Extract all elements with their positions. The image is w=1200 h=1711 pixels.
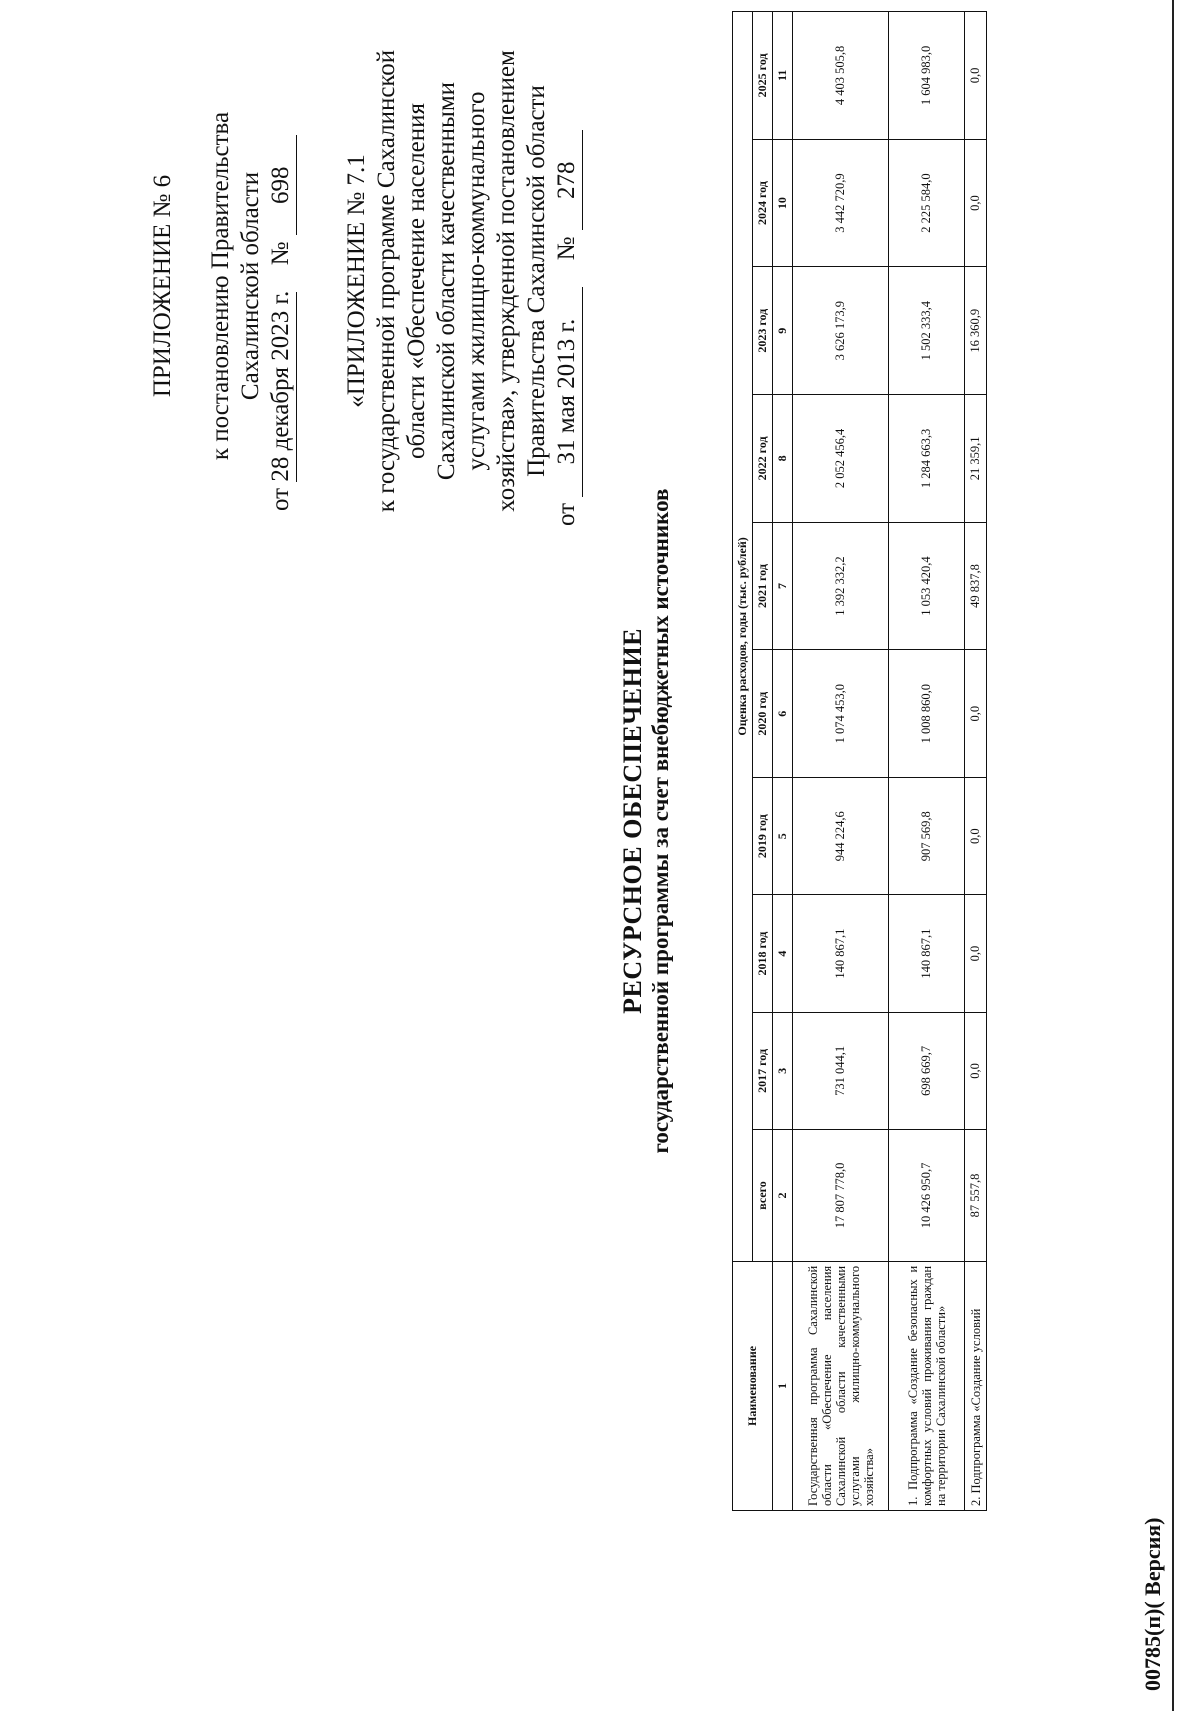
- appendix-7-1-number: 278: [552, 130, 583, 230]
- column-number-row: [773, 12, 793, 1511]
- cell-value: 1 502 333,4: [889, 267, 965, 395]
- scan-edge-line: [1172, 0, 1174, 1711]
- cell-value: 4 403 505,8: [793, 12, 889, 140]
- appendix-7-1-line: области «Обеспечение населения: [403, 103, 430, 460]
- column-header: 2019 год: [753, 778, 773, 895]
- column-header: 2023 год: [753, 267, 773, 395]
- row-name: 2. Подпрограмма «Создание условий: [965, 1261, 987, 1510]
- appendix-7-1-block: [342, 0, 583, 581]
- cell-value: 1 392 332,2: [793, 522, 889, 650]
- cell-value: 140 867,1: [889, 895, 965, 1012]
- column-number: 3: [773, 1012, 793, 1129]
- cell-value: 944 224,6: [793, 778, 889, 895]
- document-title: [618, 271, 674, 1371]
- cell-value: 1 604 983,0: [889, 12, 965, 140]
- title-line-1: РЕСУРСНОЕ ОБЕСПЕЧЕНИЕ: [618, 628, 647, 1014]
- table-row: [965, 12, 987, 1511]
- appendix-6-no-label: №: [267, 241, 294, 266]
- title-line-2: государственной программы за счет внебюджетных источников: [648, 488, 673, 1154]
- cell-value: 3 442 720,9: [793, 139, 889, 267]
- cell-value: 1 053 420,4: [889, 522, 965, 650]
- appendix-7-1-no-label: №: [553, 236, 580, 261]
- cell-value: 16 360,9: [965, 267, 987, 395]
- cell-value: 140 867,1: [793, 895, 889, 1012]
- column-header: 2020 год: [753, 650, 773, 778]
- cell-value: 0,0: [965, 650, 987, 778]
- cell-value: 1 284 663,3: [889, 395, 965, 523]
- appendix-6-line2: Сахалинской области: [237, 171, 264, 401]
- row-name: 1. Подпрограмма «Создание безопасных и комфортных условий проживания граждан на территории Сахалинской области»: [889, 1261, 965, 1510]
- cell-value: 17 807 778,0: [793, 1130, 889, 1262]
- cell-value: 49 837,8: [965, 522, 987, 650]
- column-number: 9: [773, 267, 793, 395]
- cell-value: 2 052 456,4: [793, 395, 889, 523]
- resource-table: [732, 11, 987, 1511]
- cell-value: 0,0: [965, 1012, 987, 1129]
- appendix-7-1-line: Сахалинской области качественными: [433, 81, 460, 481]
- appendix-6-number: 698: [266, 135, 297, 235]
- appendix-6-date: 28 декабря 2023 г.: [266, 292, 297, 482]
- column-number: 8: [773, 395, 793, 523]
- cell-value: 10 426 950,7: [889, 1130, 965, 1262]
- column-number: 4: [773, 895, 793, 1012]
- row-name: Государственная программа Сахалинской области «Обеспечение населения Сахалинской области качественными услугами жилищно-коммунального хозяйства»: [793, 1261, 889, 1510]
- estimate-header: Оценка расходов, годы (тыс. рублей): [733, 12, 753, 1262]
- appendix-7-1-from-label: от: [553, 502, 580, 526]
- appendix-7-1-line: Правительства Сахалинской области: [523, 85, 550, 477]
- cell-value: 0,0: [965, 895, 987, 1012]
- cell-value: 87 557,8: [965, 1130, 987, 1262]
- column-header: 2022 год: [753, 395, 773, 523]
- appendix-7-1-line: к государственной программе Сахалинской: [373, 49, 400, 513]
- column-header: 2024 год: [753, 139, 773, 267]
- appendix-7-1-line: услугами жилищно-коммунального: [463, 91, 490, 471]
- cell-value: 1 074 453,0: [793, 650, 889, 778]
- column-number: 11: [773, 12, 793, 140]
- column-header: всего: [753, 1130, 773, 1262]
- column-number: 2: [773, 1130, 793, 1262]
- name-header: Наименование: [733, 1261, 773, 1510]
- cell-value: 0,0: [965, 778, 987, 895]
- column-number: 5: [773, 778, 793, 895]
- appendix-7-1-date: 31 мая 2013 г.: [552, 287, 583, 497]
- column-number: 10: [773, 139, 793, 267]
- cell-value: 2 225 584,0: [889, 139, 965, 267]
- appendix-6-heading: ПРИЛОЖЕНИЕ № 6: [149, 174, 176, 398]
- appendix-7-1-line: хозяйства», утвержденной постановлением: [493, 50, 520, 512]
- column-number: 6: [773, 650, 793, 778]
- appendix-6-line1: к постановлению Правительства: [207, 111, 234, 461]
- cell-value: 21 359,1: [965, 395, 987, 523]
- column-header: 2018 год: [753, 895, 773, 1012]
- cell-value: 698 669,7: [889, 1012, 965, 1129]
- column-header: 2021 год: [753, 522, 773, 650]
- table-row: [793, 12, 889, 1511]
- column-number: 7: [773, 522, 793, 650]
- appendix-6-block: [148, 51, 297, 521]
- column-number: 1: [773, 1261, 793, 1510]
- cell-value: 731 044,1: [793, 1012, 889, 1129]
- appendix-6-from-label: от: [267, 487, 294, 511]
- document-code: 00785(п)( Версия): [1140, 1517, 1165, 1691]
- appendix-7-1-heading: «ПРИЛОЖЕНИЕ № 7.1: [343, 154, 370, 408]
- table-row: [889, 12, 965, 1511]
- cell-value: 907 569,8: [889, 778, 965, 895]
- cell-value: 0,0: [965, 12, 987, 140]
- cell-value: 1 008 860,0: [889, 650, 965, 778]
- cell-value: 3 626 173,9: [793, 267, 889, 395]
- column-header: 2025 год: [753, 12, 773, 140]
- column-header: 2017 год: [753, 1012, 773, 1129]
- cell-value: 0,0: [965, 139, 987, 267]
